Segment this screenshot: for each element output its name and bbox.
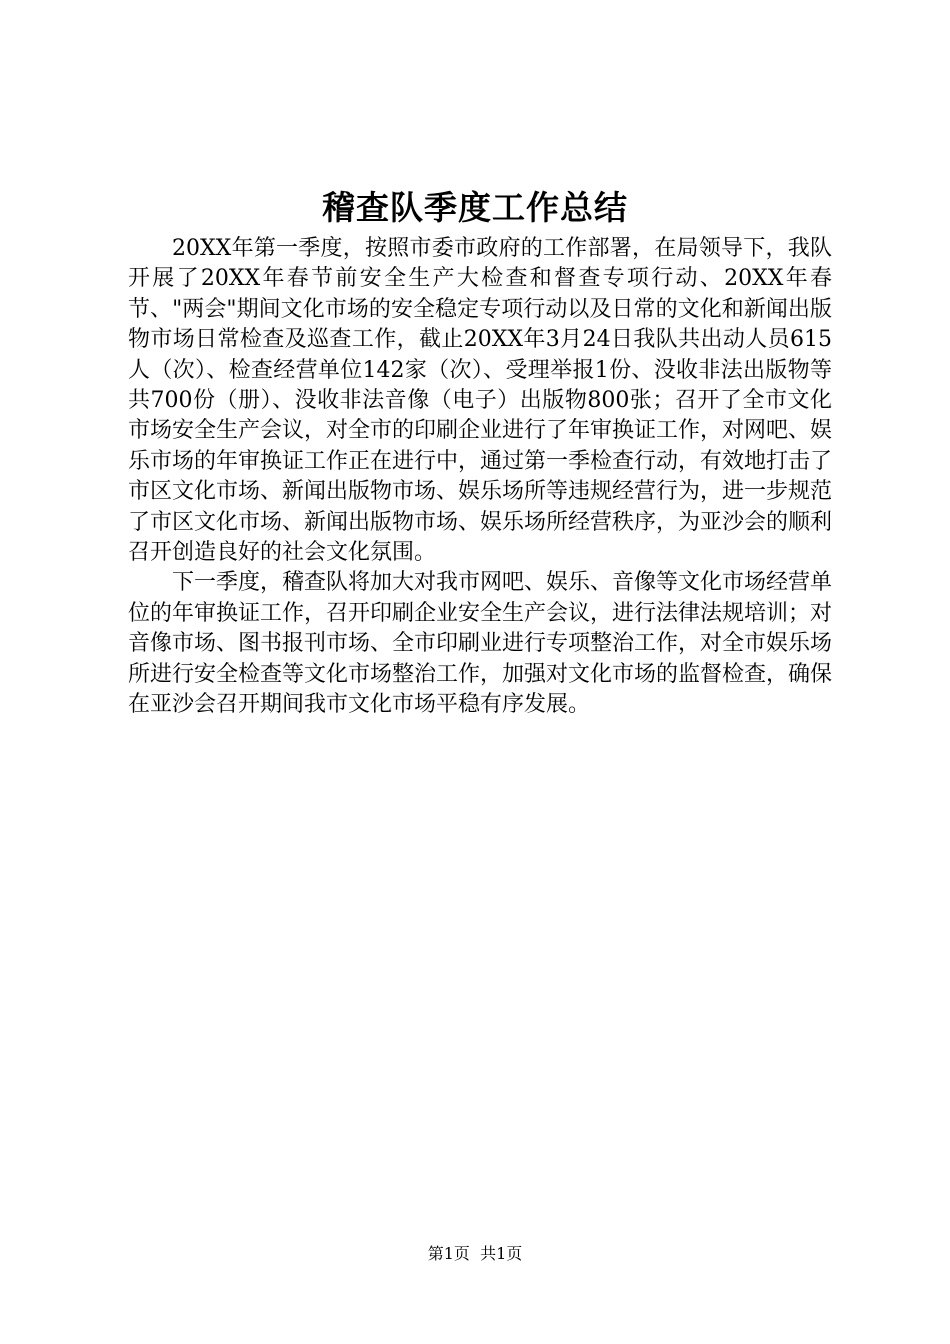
footer-separator <box>470 1244 480 1263</box>
paragraph-first-quarter-summary: 20XX年第一季度，按照市委市政府的工作部署，在局领导下，我队开展了20XX年春节前安全生产大检查和督查专项行动、20XX年春节、"两会"期间文化市场的安全稳定专项行动以及日常的文化和新闻出版物市场日常检查及巡查工作，截止20XX年3月24日我队共出动人员615人（次）、检查经营单位142家（次）、受理举报1份、没收非法出版物等共700份（册）、没收非法音像（电子）出版物800张；召开了全市文化市场安全生产会议，对全市的印刷企业进行了年审换证工作，对网吧、娱乐市场的年审换证工作正在进行中，通过第一季检查行动，有效地打击了市区文化市场、新闻出版物市场、娱乐场所等违规经营行为，进一步规范了市区文化市场、新闻出版物市场、娱乐场所经营秩序，为亚沙会的顺利召开创造良好的社会文化氛围。 <box>128 236 833 566</box>
page-number: 第1页 <box>427 1244 470 1263</box>
page-footer <box>0 1244 950 1264</box>
paragraph-next-quarter-plan: 下一季度，稽查队将加大对我市网吧、娱乐、音像等文化市场经营单位的年审换证工作，召开印刷企业安全生产会议，进行法律法规培训；对音像市场、图书报刊市场、全市印刷业进行专项整治工作，对全市娱乐场所进行安全检查等文化市场整治工作，加强对文化市场的监督检查，确保在亚沙会召开期间我市文化市场平稳有序发展。 <box>128 570 833 718</box>
document-body <box>128 234 832 721</box>
document-title: 稽查队季度工作总结 <box>322 188 628 227</box>
page-total: 共1页 <box>480 1244 523 1263</box>
